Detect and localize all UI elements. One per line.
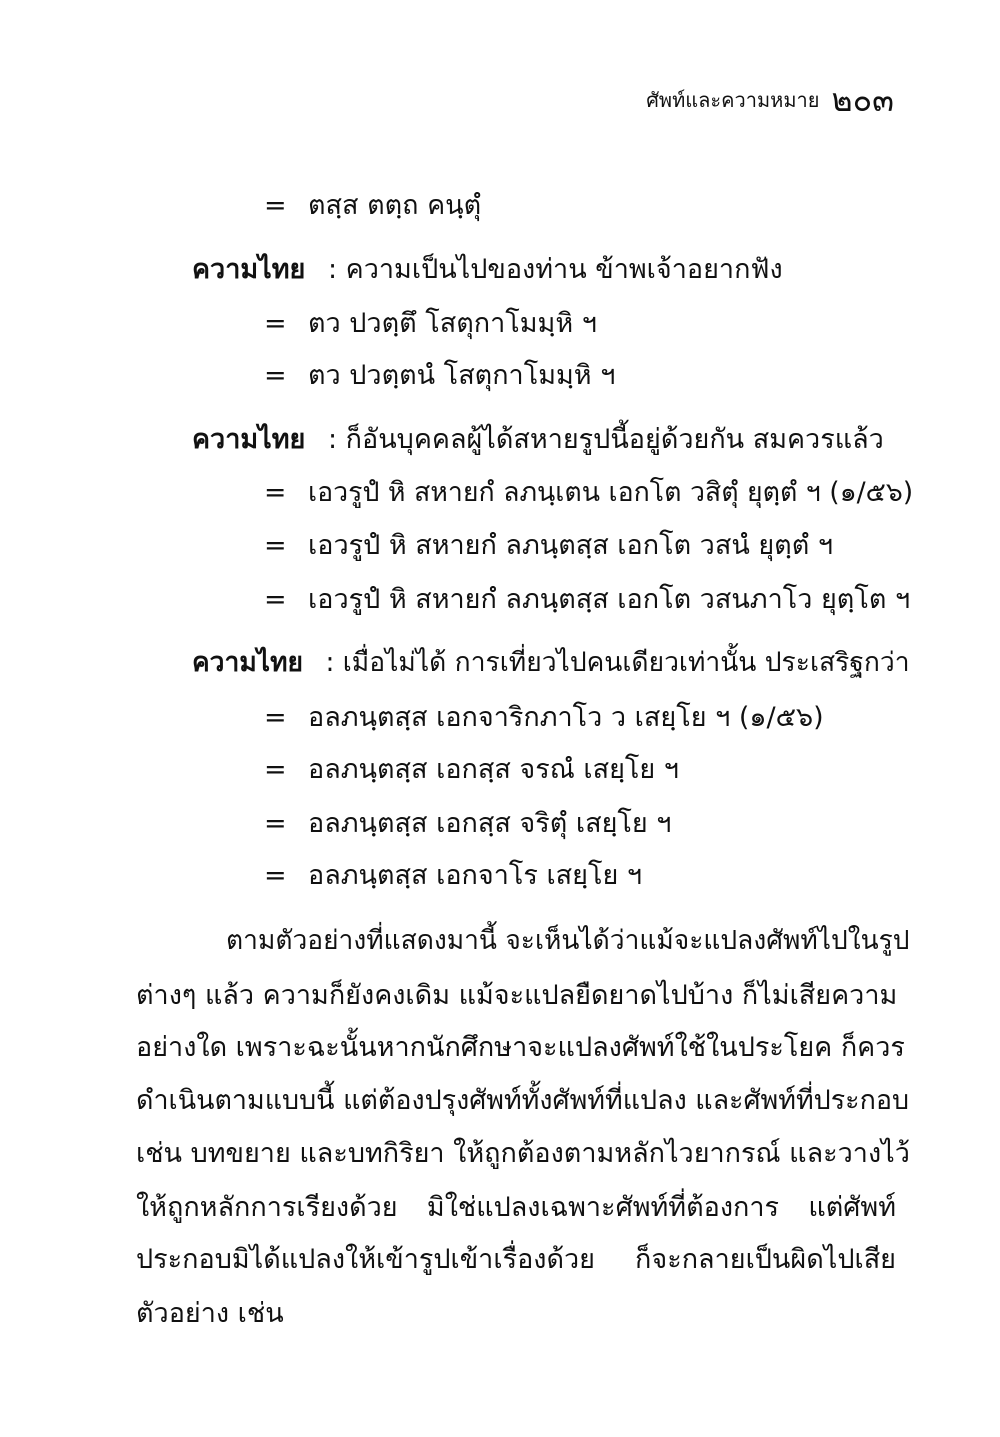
equals-sign: = [264,584,287,615]
paragraph-text: อย่างใด เพราะฉะนั้นหากนักศึกษาจะแปลงศัพท์ใช้ในประโยค ก็ควร [136,1032,905,1063]
paragraph-text: ดำเนินตามแบบนี้ แต่ต้องปรุงศัพท์ทั้งศัพท์ที่แปลง และศัพท์ที่ประกอบ [136,1085,910,1116]
paragraph-line [136,1085,910,1116]
thai-meaning-text: : เมื่อไม่ได้ การเที่ยวไปคนเดียวเท่านั้น ประเสริฐกว่า [325,647,910,678]
equals-sign: = [264,190,287,221]
pali-equivalent: เอวรูปํ หิ สหายกํ ลภนฺตสฺส เอกโต วสนํ ยุตฺตํ ฯ [308,530,833,561]
equals-sign: = [264,754,287,785]
pali-equivalent: อลภนฺตสฺส เอกสฺส จริตุํ เสยฺโย ฯ [308,808,672,839]
pali-equivalent: ตสฺส ตตฺถ คนฺตุํ [308,190,482,221]
pali-equivalent: เอวรูปํ หิ สหายกํ ลภนฺตสฺส เอกโต วสนภาโว ยุตฺโต ฯ [308,584,911,615]
pali-equivalent: ตว ปวตฺตนํ โสตุกาโมมฺหิ ฯ [308,360,616,391]
paragraph-text: ประกอบมิได้แปลงให้เข้ารูปเข้าเรื่องด้วย ก็จะกลายเป็นผิดไปเสีย [136,1244,896,1275]
pali-equivalent: อลภนฺตสฺส เอกจาริกภาโว ว เสยฺโย ฯ (๑/๕๖) [308,702,824,733]
equals-sign: = [264,477,287,508]
page-number: ๒๐๓ [831,81,894,119]
pali-equivalent: เอวรูปํ หิ สหายกํ ลภนฺเตน เอกโต วสิตุํ ยุตฺตํ ฯ (๑/๕๖) [308,477,914,508]
thai-meaning-label: ความไทย [192,424,306,455]
pali-equivalent: อลภนฺตสฺส เอกจาโร เสยฺโย ฯ [308,860,643,891]
paragraph-line [136,1138,910,1169]
equals-sign: = [264,808,287,839]
paragraph-text: ตามตัวอย่างที่แสดงมานี้ จะเห็นได้ว่าแม้จะแปลงศัพท์ไปในรูป [226,926,910,956]
thai-meaning-row [192,256,783,283]
equals-sign: = [264,530,287,561]
thai-meaning-label: ความไทย [192,254,306,285]
thai-meaning-row [192,426,884,453]
paragraph-text: ให้ถูกหลักการเรียงด้วย มิใช่แปลงเฉพาะศัพท์ที่ต้องการ แต่ศัพท์ [136,1192,896,1223]
paragraph-text: ตัวอย่าง เช่น [136,1298,284,1329]
paragraph-text: เช่น บทขยาย และบทกิริยา ให้ถูกต้องตามหลักไวยากรณ์ และวางไว้ [136,1138,910,1169]
paragraph-line [136,1194,896,1221]
paragraph-line [136,1300,896,1327]
pali-equivalent: ตว ปวตฺตึ โสตุกาโมมฺหิ ฯ [308,308,597,339]
equals-sign: = [264,702,287,733]
thai-meaning-label: ความไทย [192,647,304,678]
page-header [646,81,894,119]
paragraph-line [226,926,910,956]
equals-sign: = [264,308,287,339]
thai-meaning-row [192,647,910,678]
thai-meaning-text: : ก็อันบุคคลผู้ได้สหายรูปนี้อยู่ด้วยกัน สมควรแล้ว [327,424,884,455]
pali-equivalent: อลภนฺตสฺส เอกสฺส จรณํ เสยฺโย ฯ [308,754,679,785]
thai-meaning-text: : ความเป็นไปของท่าน ข้าพเจ้าอยากฟัง [327,254,783,285]
equals-sign: = [264,360,287,391]
equals-sign: = [264,860,287,891]
paragraph-line [136,982,896,1009]
paragraph-text: ต่างๆ แล้ว ความก็ยังคงเดิม แม้จะแปลยืดยาดไปบ้าง ก็ไม่เสียความ [136,980,898,1011]
running-title: ศัพท์และความหมาย [646,88,820,112]
paragraph-line [136,1032,905,1063]
paragraph-line [136,1246,896,1273]
